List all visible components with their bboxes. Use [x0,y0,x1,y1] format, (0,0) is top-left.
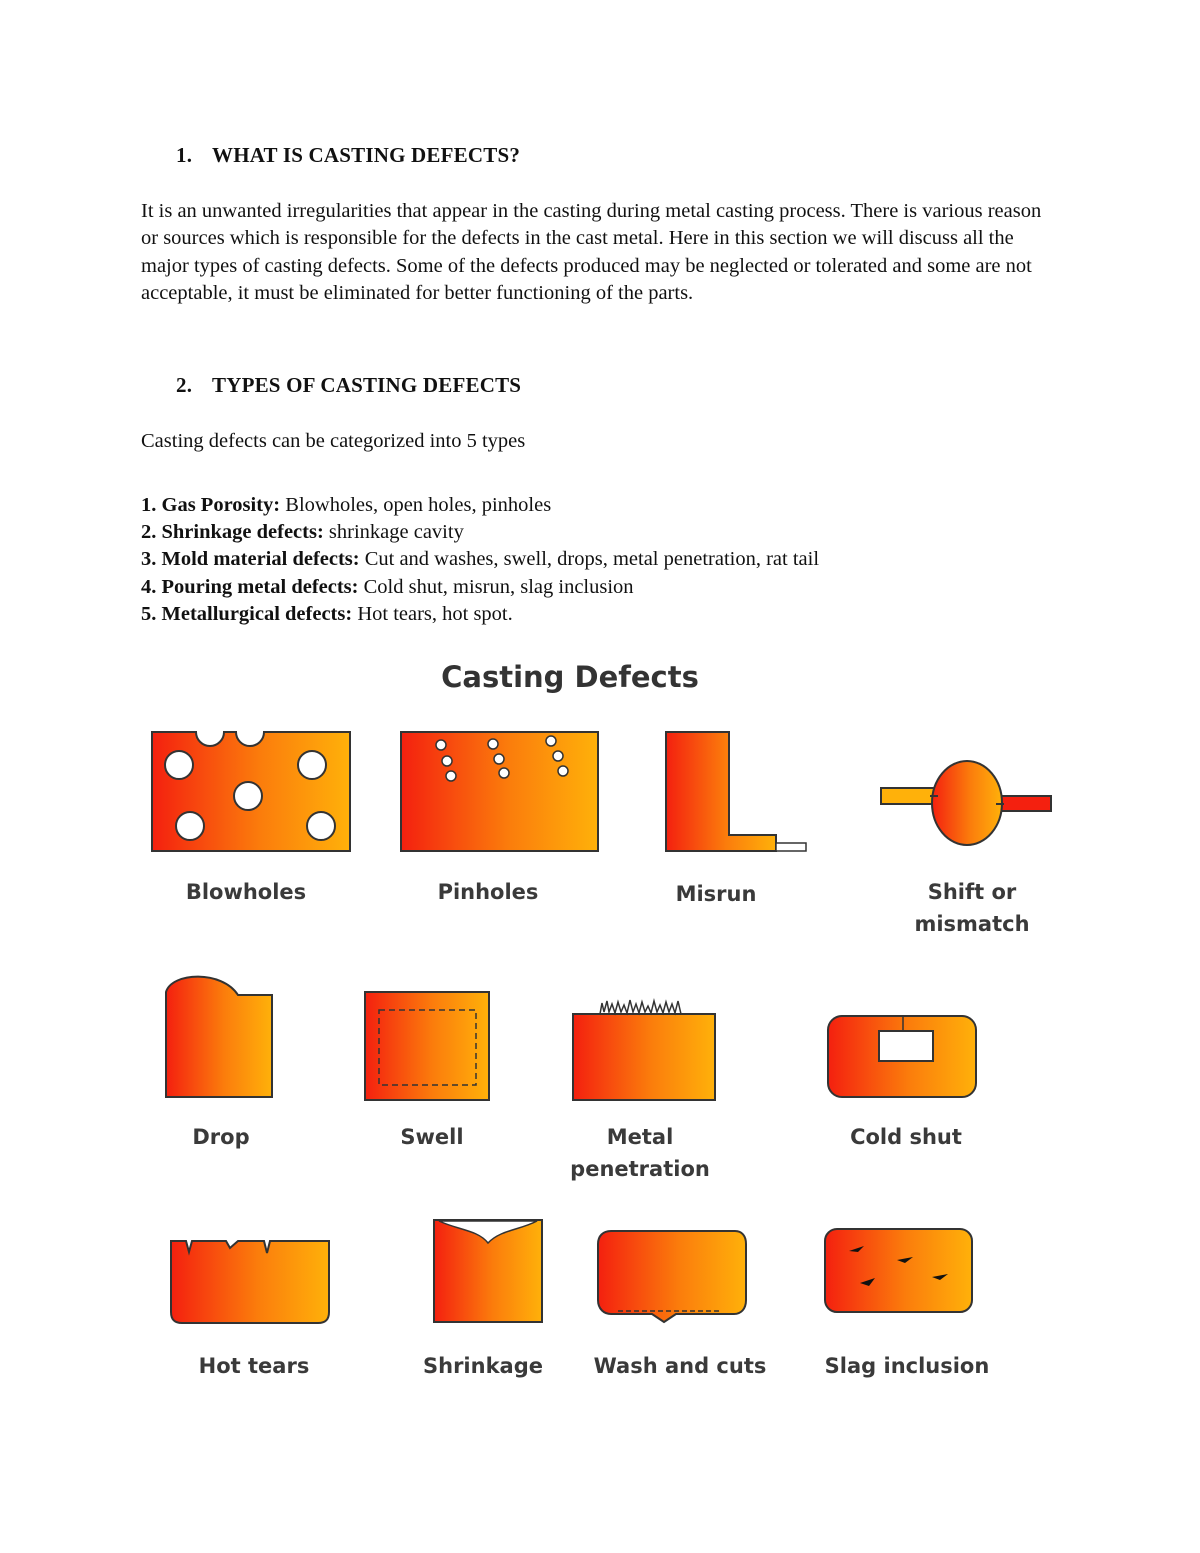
swell-diagram [365,992,489,1100]
misrun-diagram [666,732,806,851]
list-item-label: 4. Pouring metal defects: [141,575,359,598]
label-metal-line-1: Metal [606,1125,674,1149]
label-slag-inclusion: Slag inclusion [824,1354,990,1378]
metal-penetration-diagram [573,1000,715,1100]
drop-diagram [166,977,272,1097]
shrinkage-diagram [434,1220,542,1322]
shift-mismatch-diagram [881,761,1051,845]
label-misrun: Misrun [675,882,757,906]
label-blowholes: Blowholes [185,880,307,904]
section-2-number: 2. [176,373,193,397]
figure-title: Casting Defects [441,660,699,694]
section-1-title: WHAT IS CASTING DEFECTS? [212,143,521,167]
hot-tears-diagram [171,1241,329,1323]
list-item-label: 2. Shrinkage defects: [141,521,324,544]
section-1-paragraph: It is an unwanted irregularities that appear in the casting during metal casting process. There is various reason or sources which is responsible for the defects in the cast metal. Here in this section we will discuss all the major types of casting defects. Some of the defects produced may be neglected or tolerated and some are not acceptable, it must be eliminated for better functioning of the parts. [141,200,1042,305]
list-item-label: 1. Gas Porosity: [141,494,281,516]
wash-cuts-diagram [598,1231,746,1322]
cold-shut-diagram [828,1016,976,1097]
list-item-text: Cut and washes, swell, drops, metal penetration, rat tail [359,548,820,571]
list-item-text: Hot tears, hot spot. [352,602,513,625]
label-pinholes: Pinholes [437,880,539,904]
list-item-text: shrinkage cavity [323,521,464,544]
label-shift-line-1: Shift or [927,880,1017,904]
list-item-label: 5. Metallurgical defects: [141,602,353,625]
label-swell: Swell [400,1125,464,1149]
pinholes-diagram [401,732,598,851]
label-hot-tears: Hot tears [198,1354,310,1378]
label-cold-shut: Cold shut [850,1125,962,1149]
blowholes-diagram [152,732,350,851]
label-wash-cuts: Wash and cuts [593,1354,767,1378]
section-2-intro: Casting defects can be categorized into 5 types [141,430,526,452]
list-item-text: Cold shut, misrun, slag inclusion [358,575,634,598]
slag-inclusion-diagram [825,1229,972,1312]
section-2-title: TYPES OF CASTING DEFECTS [212,373,522,397]
list-item-text: Blowholes, open holes, pinholes [280,494,552,516]
label-shift-mismatch [892,876,1052,940]
section-1-number: 1. [176,143,193,167]
label-metal-penetration [560,1121,720,1185]
list-item-label: 3. Mold material defects: [141,548,360,571]
label-shift-line-2: mismatch [914,912,1030,936]
label-metal-line-2: penetration [570,1157,710,1181]
label-drop: Drop [192,1125,250,1149]
label-shrinkage: Shrinkage [423,1354,543,1378]
